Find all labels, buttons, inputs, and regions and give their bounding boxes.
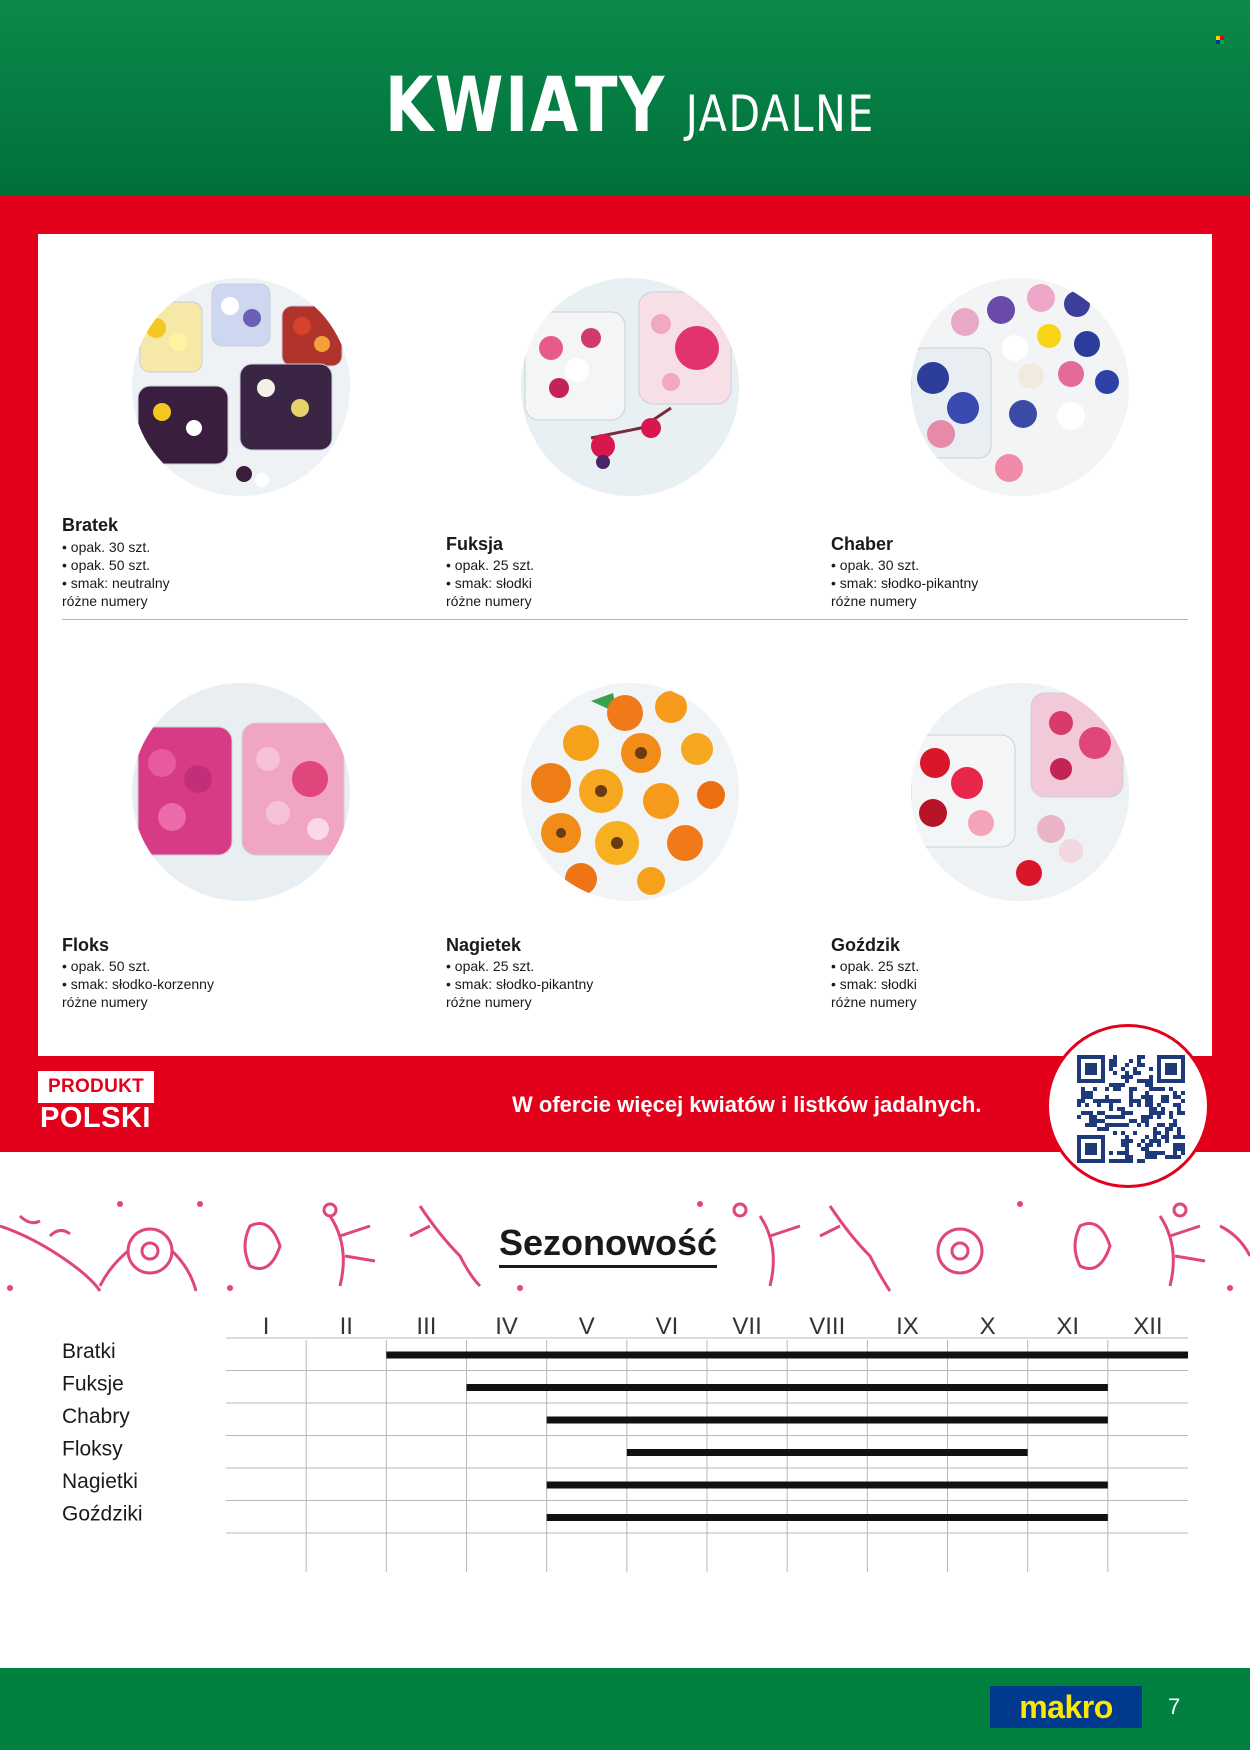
month-label: VII [732, 1313, 762, 1340]
polish-product-badge-top: PRODUKT [38, 1071, 154, 1103]
product-detail: • opak. 25 szt. [446, 557, 535, 573]
product-detail: różne numery [446, 994, 532, 1010]
offer-text: W ofercie więcej kwiatów i listków jadalnych. [512, 1092, 982, 1117]
month-label: II [339, 1313, 353, 1340]
row-divider [62, 619, 1188, 620]
month-label: IX [896, 1313, 919, 1340]
seasonality-chart [0, 1300, 1250, 1590]
chaber-photo [911, 278, 1129, 496]
season-row-label: Floksy [62, 1437, 123, 1461]
product-detail: • smak: neutralny [62, 575, 170, 591]
polish-product-badge-bottom: POLSKI [40, 1102, 151, 1134]
product-detail: różne numery [831, 994, 917, 1010]
product-name: Fuksja [446, 534, 504, 554]
gozdzik-photo [911, 683, 1129, 901]
page-title [0, 60, 1250, 149]
product-name: Chaber [831, 534, 894, 554]
product-name: Bratek [62, 515, 119, 535]
product-detail: • smak: słodko-pikantny [831, 575, 979, 591]
floks-photo [132, 683, 350, 901]
product-name: Floks [62, 935, 110, 955]
month-label: X [979, 1313, 996, 1340]
month-label: III [416, 1313, 437, 1340]
product-detail: różne numery [446, 593, 532, 609]
nagietek-photo [521, 683, 739, 901]
product-detail: • smak: słodko-korzenny [62, 976, 214, 992]
month-label: IV [495, 1313, 518, 1340]
product-detail: • opak. 25 szt. [831, 958, 920, 974]
title-bold: KWIATY [384, 60, 666, 149]
product-detail: • smak: słodki [831, 976, 917, 992]
month-label: I [262, 1313, 270, 1340]
month-label: XI [1056, 1313, 1080, 1340]
product-detail: • opak. 30 szt. [831, 557, 920, 573]
fuksja-photo [521, 278, 739, 496]
product-detail: • opak. 50 szt. [62, 958, 151, 974]
seasonality-title [0, 1222, 1216, 1264]
title-light: JADALNE [686, 85, 876, 143]
month-label: VI [655, 1313, 679, 1340]
product-detail: • opak. 50 szt. [62, 557, 151, 573]
page-number: 7 [1168, 1694, 1181, 1719]
season-row-label: Goździki [62, 1502, 143, 1526]
seasonality-title-text: Sezonowość [499, 1222, 717, 1268]
product-detail: • smak: słodko-pikantny [446, 976, 594, 992]
product-detail: różne numery [62, 593, 148, 609]
month-label: VIII [809, 1313, 846, 1340]
product-detail: • smak: słodki [446, 575, 532, 591]
product-detail: różne numery [62, 994, 148, 1010]
qr-code[interactable] [1046, 1024, 1210, 1188]
month-label: XII [1133, 1313, 1163, 1340]
season-row-label: Bratki [62, 1340, 116, 1363]
season-row-label: Nagietki [62, 1470, 138, 1493]
season-row-label: Fuksje [62, 1372, 124, 1396]
product-detail: • opak. 25 szt. [446, 958, 535, 974]
makro-logo: makro [990, 1686, 1142, 1728]
product-detail: • opak. 30 szt. [62, 539, 151, 555]
product-detail: różne numery [831, 593, 917, 609]
qr-code-icon [1077, 1055, 1185, 1163]
bratek-photo [132, 278, 350, 496]
month-label: V [578, 1313, 595, 1340]
corner-mark-icon [1216, 36, 1226, 46]
season-row-label: Chabry [62, 1405, 130, 1428]
product-name: Goździk [831, 935, 901, 955]
product-name: Nagietek [446, 935, 522, 955]
page-header [0, 0, 1250, 196]
